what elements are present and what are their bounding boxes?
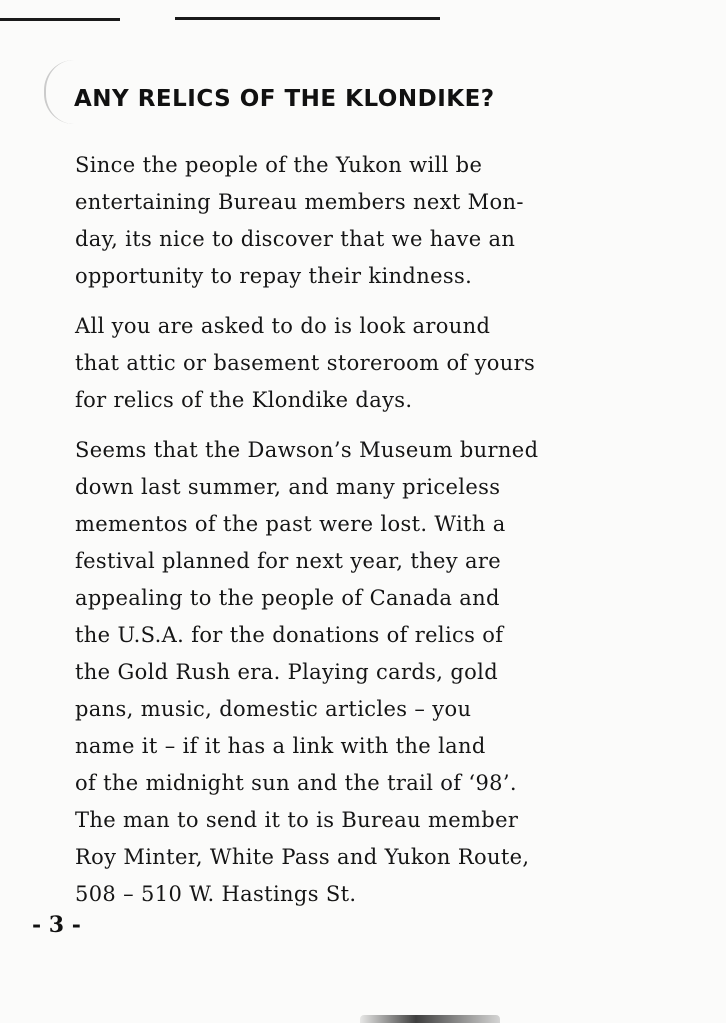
text-line: day, its nice to discover that we have an xyxy=(75,227,516,251)
paragraph-3 xyxy=(75,432,665,913)
page-number: - 3 - xyxy=(32,912,81,938)
text-line: mementos of the past were lost. With a xyxy=(75,512,506,536)
article-body xyxy=(75,147,665,926)
text-line: appealing to the people of Canada and xyxy=(75,586,500,610)
text-line: 508 – 510 W. Hastings St. xyxy=(75,882,357,906)
paragraph-2 xyxy=(75,308,665,419)
paper-mark xyxy=(44,60,74,124)
text-line: entertaining Bureau members next Mon- xyxy=(75,190,524,214)
top-rule-left xyxy=(0,18,120,21)
text-line: festival planned for next year, they are xyxy=(75,549,502,573)
text-line: for relics of the Klondike days. xyxy=(75,388,413,412)
text-line: All you are asked to do is look around xyxy=(75,314,491,338)
text-line: the Gold Rush era. Playing cards, gold xyxy=(75,660,498,684)
text-line: pans, music, domestic articles – you xyxy=(75,697,472,721)
headline: ANY RELICS OF THE KLONDIKE? xyxy=(74,86,495,112)
text-line: down last summer, and many priceless xyxy=(75,475,501,499)
scan-smudge xyxy=(360,1015,500,1023)
text-line: Seems that the Dawson’s Museum burned xyxy=(75,438,539,462)
text-line: of the midnight sun and the trail of ‘98’. xyxy=(75,771,517,795)
text-line: name it – if it has a link with the land xyxy=(75,734,486,758)
text-line: the U.S.A. for the donations of relics of xyxy=(75,623,504,647)
text-line: opportunity to repay their kindness. xyxy=(75,264,473,288)
paragraph-1 xyxy=(75,147,665,295)
text-line: Since the people of the Yukon will be xyxy=(75,153,483,177)
text-line: Roy Minter, White Pass and Yukon Route, xyxy=(75,845,530,869)
text-line: that attic or basement storeroom of yours xyxy=(75,351,536,375)
text-line: The man to send it to is Bureau member xyxy=(75,808,519,832)
top-rule-right xyxy=(175,17,440,20)
